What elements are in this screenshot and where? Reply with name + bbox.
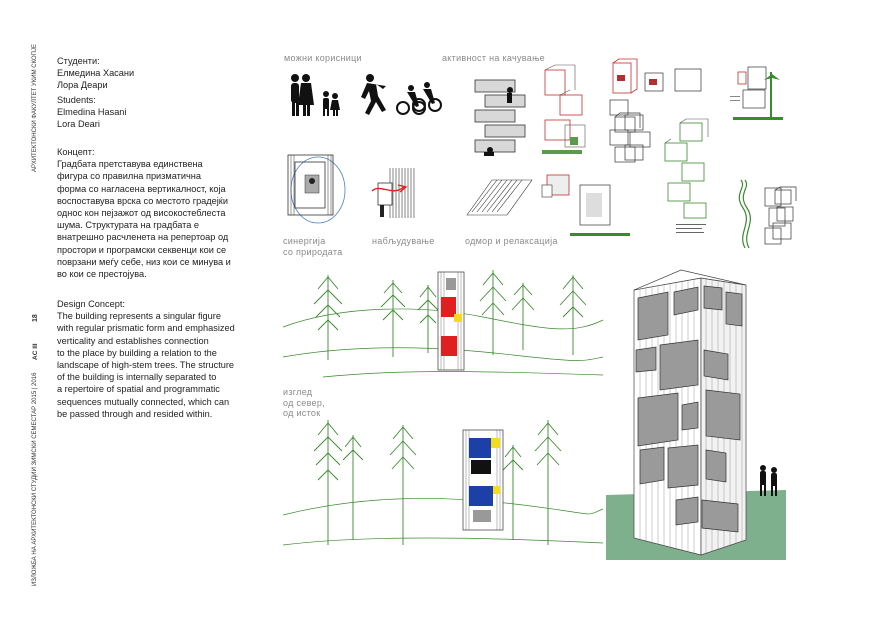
tower-elevation-lower (463, 430, 503, 530)
faculty-label: АРХИТЕКТОНСКИ ФАКУЛТЕТ УКИМ СКОПЈЕ (32, 44, 38, 172)
exhibition-label: ИЗЛОЖБА НА АРХИТЕКТОНСКИ СТУДИИ ЗИМСКИ СЕМЕСТАР 2015 | 2016 (32, 372, 38, 586)
sketch-red-frames (540, 65, 600, 160)
concept-en: Design Concept: The building represents a singular figure with regular prismatic form and emphasized verticality and establishes connection to the place by building a relation to the landscape of high-stem trees. The structure of the building is internally separated to a repertoire of spatial and programmatic sequences mutually connected, which can be passed through and resided within. (57, 299, 235, 419)
caption-observation: набљудување (372, 236, 435, 246)
sketch-stacked-frames (610, 112, 680, 182)
sketch-side-tower (765, 185, 815, 265)
concept-mk: Концепт: Градбата претставува единствена фигура со правилна призматична форма со нагласена вертикалност, која воспоставува врска со местото градејќи однос кон пејзажот од високостеблеста шума. Структурата на градбата е внатрешно расчленета на репертоар од простори и програмски секвенци кои се поврзани меѓу себе, низ кои се минува и во кои се престојува. (57, 147, 231, 280)
climbing-sketch (470, 70, 540, 165)
caption-users: можни корисници (284, 53, 362, 63)
caption-synergy: синергија со природата (283, 236, 343, 257)
caption-climbing: активност на качување (442, 53, 545, 63)
caption-elevation: изглед од север, од исток (283, 387, 325, 418)
tower-render (606, 270, 786, 560)
section-label: AC III (32, 343, 39, 360)
students-mk: Студенти: Елмедина Хасани Лора Деари (57, 56, 135, 91)
tree-group-lower (314, 420, 561, 545)
users-silhouettes (285, 72, 445, 132)
rest-sketch (462, 170, 572, 230)
rest-sketch-2 (560, 175, 650, 245)
page-number: 18 (32, 314, 39, 322)
caption-rest: одмор и релаксација (465, 236, 558, 246)
synergy-sketch (283, 150, 353, 230)
students-en: Students: Elmedina Hasani Lora Deari (57, 95, 127, 130)
observation-sketch (370, 163, 440, 228)
sketch-tower-green (728, 62, 788, 142)
landscape-lower (283, 405, 603, 555)
sketch-label-notes (676, 222, 716, 242)
tower-elevation-upper (438, 272, 464, 370)
